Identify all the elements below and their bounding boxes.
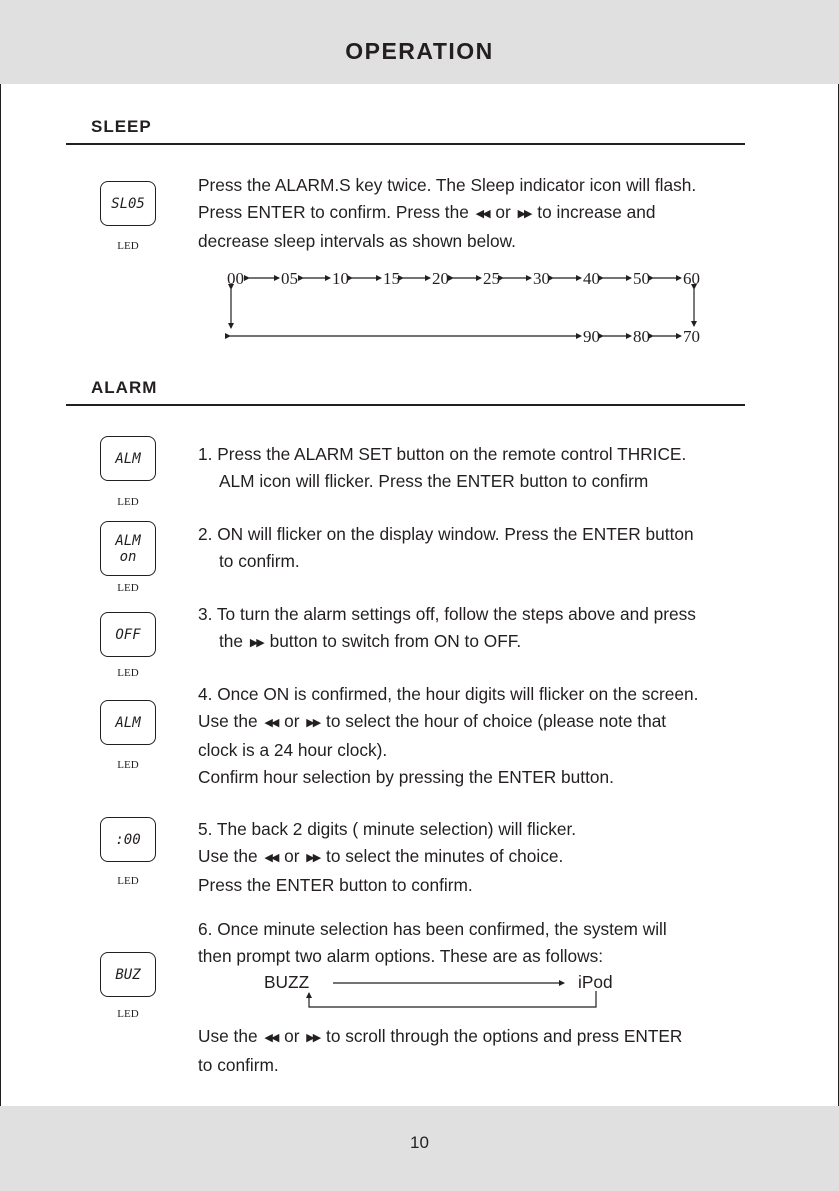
alarm-step-1 [198, 441, 686, 495]
text-line: to confirm. [198, 1055, 279, 1075]
interval-70: 70 [683, 327, 700, 346]
skip-previous-icon: ◀◀ [475, 208, 489, 220]
skip-next-icon: ▶▶ [249, 637, 263, 649]
page-number: 10 [410, 1133, 429, 1152]
led-caption: LED [117, 582, 139, 594]
led-text: on [119, 548, 137, 565]
interval-80: 80 [633, 327, 650, 346]
sleep-section-title: SLEEP [91, 117, 152, 136]
alarm-step-6 [198, 916, 667, 970]
skip-previous-icon: ◀◀ [264, 717, 278, 729]
led-display-off [100, 612, 156, 657]
led-text: ALM [115, 714, 141, 731]
text-line: Confirm hour selection by pressing the ENTER button. [198, 767, 614, 787]
led-caption: LED [117, 496, 139, 508]
alarm-step-2 [198, 521, 694, 575]
interval-30: 30 [533, 269, 550, 288]
option-ipod: iPod [578, 972, 613, 992]
led-text: BUZ [115, 966, 141, 983]
interval-10: 10 [332, 269, 349, 288]
led-display-alm [100, 700, 156, 745]
text-line: Use the ◀◀ or ▶▶ to select the hour of choice (please note that [198, 708, 698, 737]
interval-20: 20 [432, 269, 449, 288]
text-line: clock is a 24 hour clock). [198, 740, 388, 760]
page-footer [0, 1106, 839, 1191]
led-text: ALM [115, 450, 141, 467]
skip-previous-icon: ◀◀ [264, 1032, 278, 1044]
led-caption: LED [117, 875, 139, 887]
text-line: 3. To turn the alarm settings off, follow the steps above and press [198, 604, 696, 624]
interval-15: 15 [383, 269, 400, 288]
text-line: 1. Press the ALARM SET button on the remote control THRICE. [198, 444, 687, 464]
text-line: decrease sleep intervals as shown below. [198, 231, 516, 251]
skip-next-icon: ▶▶ [306, 1032, 320, 1044]
arrow-ipod-to-buzz [309, 991, 596, 1007]
alarm-step-6-continued [198, 1023, 682, 1079]
skip-next-icon: ▶▶ [517, 208, 531, 220]
interval-05: 05 [281, 269, 298, 288]
text-line: Press the ENTER button to confirm. [198, 875, 473, 895]
text-line: Use the ◀◀ or ▶▶ to scroll through the options and press ENTER [198, 1023, 682, 1052]
interval-90: 90 [583, 327, 600, 346]
text-line: 4. Once ON is confirmed, the hour digits will flicker on the screen. [198, 684, 699, 704]
interval-25: 25 [483, 269, 500, 288]
led-caption: LED [117, 1008, 139, 1020]
interval-50: 50 [633, 269, 650, 288]
option-buzz: BUZZ [264, 972, 310, 992]
led-text: ALM [115, 532, 141, 549]
led-display-alm [100, 436, 156, 481]
text-line: 2. ON will flicker on the display window. Press the ENTER button [198, 524, 694, 544]
text-line: Use the ◀◀ or ▶▶ to select the minutes of choice. [198, 843, 576, 872]
text-line: 5. The back 2 digits ( minute selection) will flicker. [198, 819, 577, 839]
section-divider [66, 404, 745, 406]
alarm-section-title: ALARM [91, 378, 158, 397]
led-display-minutes [100, 817, 156, 862]
skip-next-icon: ▶▶ [306, 852, 320, 864]
skip-next-icon: ▶▶ [306, 717, 320, 729]
led-caption: LED [117, 759, 139, 771]
interval-60: 60 [683, 269, 700, 288]
led-display-buz [100, 952, 156, 997]
skip-previous-icon: ◀◀ [264, 852, 278, 864]
text-line: to confirm. [219, 551, 300, 571]
text-line: 6. Once minute selection has been confirmed, the system will [198, 919, 667, 939]
led-text: SL05 [111, 195, 145, 212]
page-title: OPERATION [345, 38, 494, 64]
led-caption: LED [117, 667, 139, 679]
text-line: then prompt two alarm options. These are as follows: [198, 946, 604, 966]
text-line: the ▶▶ button to switch from ON to OFF. [198, 628, 696, 657]
text-line: Press the ALARM.S key twice. The Sleep indicator icon will flash. [198, 175, 697, 195]
led-display-alm-on [100, 521, 156, 576]
interval-40: 40 [583, 269, 600, 288]
led-caption: LED [117, 240, 139, 252]
led-text: :00 [115, 831, 141, 848]
text-line: ALM icon will flicker. Press the ENTER button to confirm [219, 471, 649, 491]
text-line: Press ENTER to confirm. Press the ◀◀ or ▶▶ to increase and [198, 199, 696, 228]
alarm-step-4 [198, 681, 698, 791]
interval-00: 00 [227, 269, 244, 288]
alarm-step-3 [198, 601, 696, 657]
led-text: OFF [115, 626, 141, 643]
alarm-step-5 [198, 816, 576, 899]
